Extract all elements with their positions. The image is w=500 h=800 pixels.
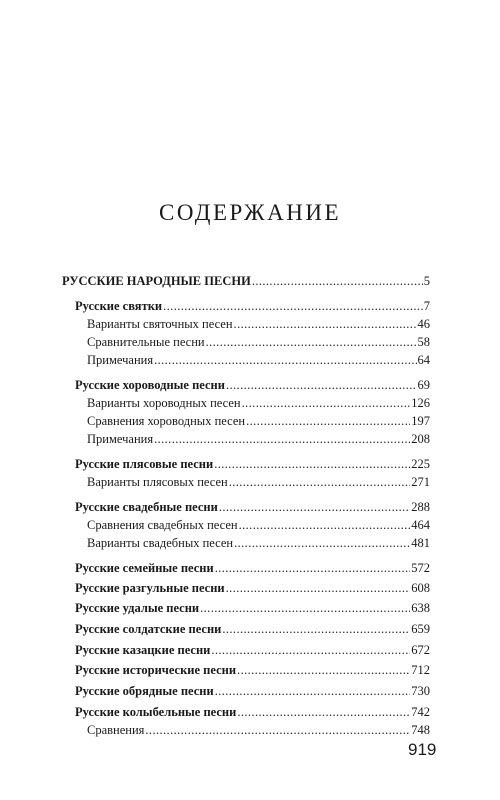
toc-subentry xyxy=(87,721,430,739)
toc-subentry xyxy=(87,534,430,552)
toc-entry-page: 46 xyxy=(417,317,430,331)
toc-entry-title: Сравнения свадебных песен xyxy=(87,518,238,532)
toc-chapter xyxy=(75,620,430,638)
toc-entry-page: 69 xyxy=(417,378,430,392)
dot-leader xyxy=(215,559,411,577)
toc-subentry xyxy=(87,430,430,448)
dot-leader xyxy=(229,473,411,491)
toc-subentry xyxy=(87,315,430,333)
toc-chapter xyxy=(75,498,430,516)
toc-entry-page: 271 xyxy=(411,475,430,489)
toc-chapter xyxy=(75,559,430,577)
page-number: 919 xyxy=(408,740,437,759)
toc-entry-title: Примечания xyxy=(87,353,154,367)
toc-entry-title: Варианты свадебных песен xyxy=(87,536,234,550)
dot-leader xyxy=(219,498,410,516)
toc-heading: СОДЕРЖАНИЕ xyxy=(158,200,341,225)
toc-entry-page: 288 xyxy=(411,500,430,514)
toc-entry-page: 712 xyxy=(411,663,430,677)
dot-leader xyxy=(215,682,411,700)
toc-chapter xyxy=(75,682,430,700)
dot-leader xyxy=(234,534,410,552)
toc-entry-page: 608 xyxy=(411,581,430,595)
dot-leader xyxy=(222,620,410,638)
toc-subentry xyxy=(87,412,430,430)
dot-leader xyxy=(214,455,410,473)
toc-entry-title: Русские святки xyxy=(75,299,163,313)
dot-leader xyxy=(154,351,416,369)
dot-leader xyxy=(163,297,423,315)
dot-leader xyxy=(252,272,423,290)
toc-entry-title: Сравнения xyxy=(87,723,145,737)
toc-entry-title: Русские хороводные песни xyxy=(75,378,225,392)
toc-entry-page: 464 xyxy=(411,518,430,532)
toc-subentry xyxy=(87,394,430,412)
toc-entry-title: Русские солдатские песни xyxy=(75,622,222,636)
dot-leader xyxy=(242,394,411,412)
toc-entry-page: 58 xyxy=(417,335,430,349)
dot-leader xyxy=(200,599,410,617)
toc-entry-page: 5 xyxy=(423,274,430,288)
toc-entry-title: Русские разгульные песни xyxy=(75,581,225,595)
toc-entry-title: Варианты хороводных песен xyxy=(87,396,241,410)
toc-entry-page: 638 xyxy=(411,601,430,615)
dot-leader xyxy=(206,333,417,351)
toc-entry-page: 748 xyxy=(411,723,430,737)
dot-leader xyxy=(226,376,417,394)
toc-entry-page: 659 xyxy=(411,622,430,636)
dot-leader xyxy=(226,579,411,597)
toc-chapter xyxy=(75,579,430,597)
toc-chapter xyxy=(75,703,430,721)
dot-leader xyxy=(145,721,410,739)
toc-entry-title: Сравнительные песни xyxy=(87,335,205,349)
toc-entry-title: Варианты плясовых песен xyxy=(87,475,228,489)
toc-entry-title: РУССКИЕ НАРОДНЫЕ ПЕСНИ xyxy=(62,274,251,288)
toc-entry-page: 126 xyxy=(411,396,430,410)
toc-entry-page: 672 xyxy=(411,643,430,657)
toc-chapter xyxy=(75,455,430,473)
toc-subentry xyxy=(87,333,430,351)
toc-entry-title: Русские казацкие песни xyxy=(75,643,211,657)
toc-entry-title: Русские обрядные песни xyxy=(75,684,214,698)
toc-entry-title: Примечания xyxy=(87,432,154,446)
toc-entry-title: Русские исторические песни xyxy=(75,663,237,677)
toc-entry-page: 572 xyxy=(411,561,430,575)
toc-entry-page: 208 xyxy=(411,432,430,446)
toc-chapter xyxy=(75,297,430,315)
dot-leader xyxy=(234,315,417,333)
toc-entry-title: Сравнения хороводных песен xyxy=(87,414,246,428)
toc-subentry xyxy=(87,351,430,369)
toc-entry-page: 481 xyxy=(411,536,430,550)
dot-leader xyxy=(154,430,410,448)
toc-entry-title: Русские колыбельные песни xyxy=(75,705,237,719)
toc-entry-title: Русские плясовые песни xyxy=(75,457,214,471)
toc-section xyxy=(62,272,430,290)
dot-leader xyxy=(237,661,410,679)
toc-subentry xyxy=(87,473,430,491)
toc-entry-title: Русские удалые песни xyxy=(75,601,200,615)
dot-leader xyxy=(239,516,411,534)
toc-chapter xyxy=(75,661,430,679)
toc-entry-page: 197 xyxy=(411,414,430,428)
toc-entry-page: 730 xyxy=(411,684,430,698)
toc-entry-page: 225 xyxy=(411,457,430,471)
toc-chapter xyxy=(75,376,430,394)
toc-chapter xyxy=(75,599,430,617)
toc-entry-title: Русские свадебные песни xyxy=(75,500,218,514)
toc-entry-page: 7 xyxy=(423,299,430,313)
toc-entry-title: Русские семейные песни xyxy=(75,561,214,575)
toc-chapter xyxy=(75,641,430,659)
dot-leader xyxy=(246,412,410,430)
dot-leader xyxy=(237,703,410,721)
toc-subentry xyxy=(87,516,430,534)
toc-entry-page: 64 xyxy=(417,353,430,367)
toc-entry-page: 742 xyxy=(411,705,430,719)
toc-entry-title: Варианты святочных песен xyxy=(87,317,233,331)
dot-leader xyxy=(211,641,410,659)
